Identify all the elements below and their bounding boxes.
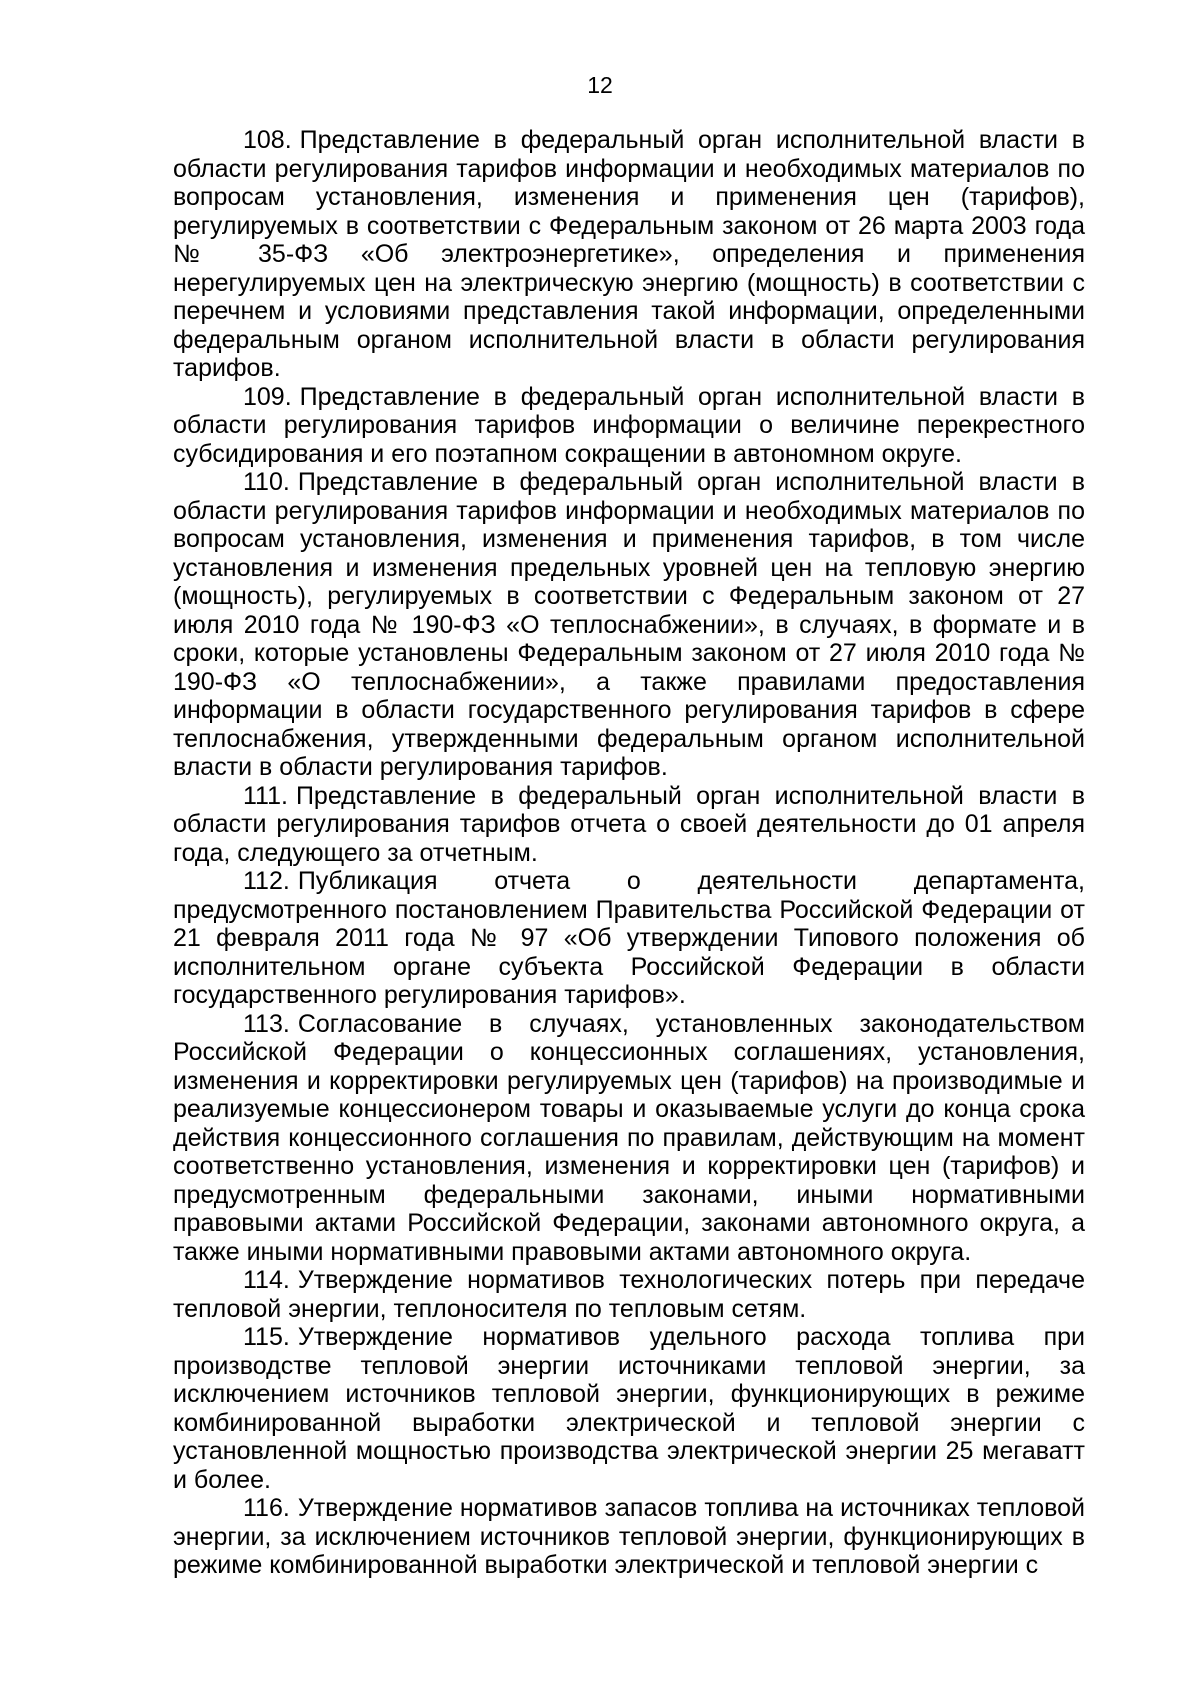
paragraph-number: 110. [243,468,290,496]
paragraph-text: Представление в федеральный орган исполнительной власти в области регулирования тарифов информации и необходимых материалов по вопросам установления, изменения и применения тарифов, в том числе установления и изменения предельных уровней цен на тепловую энергию (мощность), регулируемых в соответствии с Федеральным законом от 27 июля 2010 года № 190-ФЗ «О теплоснабжении», в случаях, в формате и в сроки, которые установлены Федеральным законом от 27 июля 2010 года № 190-ФЗ «О теплоснабжении», а также правилами предоставления информации в области государственного регулирования тарифов в сфере теплоснабжения, утвержденными федеральным органом исполнительной власти в области регулирования тарифов. [173,468,1085,781]
paragraph-109 [173,383,1085,469]
paragraph-text: Согласование в случаях, установленных законодательством Российской Федерации о концессионных соглашениях, установления, изменения и корректировки регулируемых цен (тарифов) на производимые и реализуемые концессионером товары и оказываемые услуги до конца срока действия концессионного соглашения по правилам, действующим на момент соответственно установления, изменения и корректировки цен (тарифов) и предусмотренным федеральными законами, иными нормативными правовыми актами Российской Федерации, законами автономного округа, а также иными нормативными правовыми актами автономного округа. [173,1009,1085,1266]
paragraph-number: 109. [243,382,292,411]
paragraph-number: 111. [243,781,288,810]
paragraph-number: 114. [243,1266,290,1294]
paragraph-110 [173,468,1085,782]
paragraph-116 [173,1494,1085,1580]
paragraph-115 [173,1323,1085,1494]
page-number: 12 [587,72,613,98]
paragraph-113 [173,1010,1085,1267]
paragraph-number: 108. [243,126,292,154]
paragraph-text: Представление в федеральный орган исполнительной власти в области регулирования тарифов информации и необходимых материалов по вопросам установления, изменения и применения цен (тарифов), регулируемых в соответствии с Федеральным законом от 26 марта 2003 года № 35-ФЗ «Об электроэнергетике», определения и применения нерегулируемых цен на электрическую энергию (мощность) в соответствии с перечнем и условиями представления такой информации, определенными федеральным органом исполнительной власти в области регулирования тарифов. [173,126,1085,382]
paragraph-number: 115. [243,1323,290,1351]
paragraph-112 [173,867,1085,1010]
paragraph-text: Утверждение нормативов технологических потерь при передаче тепловой энергии, теплоносителя по тепловым сетям. [173,1266,1085,1323]
paragraph-114 [173,1266,1085,1323]
paragraph-number: 112. [243,867,290,895]
paragraph-111 [173,782,1085,868]
paragraph-text: Представление в федеральный орган исполнительной власти в области регулирования тарифов отчета о своей деятельности до 01 апреля года, следующего за отчетным. [173,781,1085,867]
paragraph-text: Утверждение нормативов удельного расхода топлива при производстве тепловой энергии источниками тепловой энергии, за исключением источников тепловой энергии, функционирующих в режиме комбинированной выработки электрической и тепловой энергии с установленной мощностью производства электрической энергии 25 мегаватт и более. [173,1323,1085,1494]
paragraph-108 [173,126,1085,383]
paragraph-text: Публикация отчета о деятельности департамента, предусмотренного постановлением Правительства Российской Федерации от 21 февраля 2011 года № 97 «Об утверждении Типового положения об исполнительном органе субъекта Российской Федерации в области государственного регулирования тарифов». [173,867,1085,1009]
paragraph-number: 113. [243,1009,290,1038]
paragraph-number: 116. [243,1494,290,1522]
document-body [173,126,1085,1580]
paragraph-text: Представление в федеральный орган исполнительной власти в области регулирования тарифов информации о величине перекрестного субсидирования и его поэтапном сокращении в автономном округе. [173,382,1085,468]
paragraph-text: Утверждение нормативов запасов топлива на источниках тепловой энергии, за исключением источников тепловой энергии, функционирующих в режиме комбинированной выработки электрической и тепловой энергии с [173,1494,1085,1579]
